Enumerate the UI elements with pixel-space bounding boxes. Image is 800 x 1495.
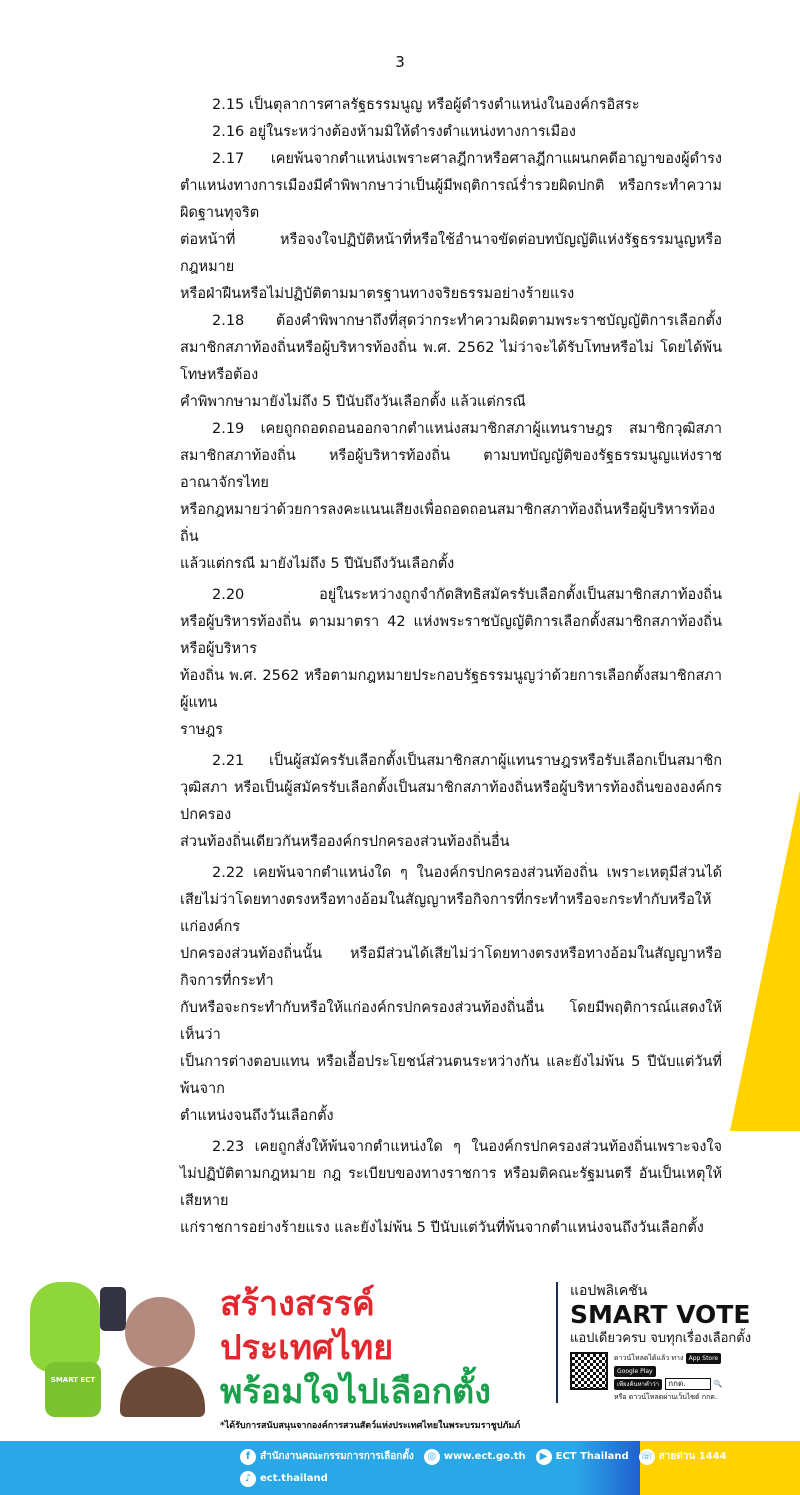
text-line: สมาชิกสภาท้องถิ่น หรือผู้บริหารท้องถิ่น ตามบทบัญญัติของรัฐธรรมนูญแห่งราชอาณาจักรไทย bbox=[180, 448, 722, 491]
campaign-banner bbox=[0, 1282, 800, 1433]
mascot-label: SMART ECT bbox=[45, 1362, 101, 1417]
download-text: ดาวน์โหลดได้แล้ว ทาง bbox=[614, 1354, 684, 1362]
text-line: หรือกฎหมายว่าด้วยการลงคะแนนเสียงเพื่อถอดถอนสมาชิกสภาท้องถิ่นหรือผู้บริหารท้องถิ่น bbox=[180, 502, 716, 545]
footer-tiktok[interactable]: ♪ ect.thailand bbox=[240, 1471, 328, 1487]
footer-website[interactable]: ◎ www.ect.go.th bbox=[424, 1449, 526, 1465]
text-line: 2.19 เคยถูกถอดถอนออกจากตำแหน่งสมาชิกสภาผู้แทนราษฎร สมาชิกวุฒิสภา bbox=[212, 421, 722, 437]
download-section bbox=[570, 1352, 760, 1403]
tiktok-icon: ♪ bbox=[240, 1471, 256, 1487]
page-number: 3 bbox=[395, 53, 405, 71]
text-line: ส่วนท้องถิ่นเดียวกันหรือองค์กรปกครองส่วนท้องถิ่นอื่น bbox=[180, 834, 510, 850]
pedestal-illustration bbox=[120, 1367, 205, 1417]
headline-2: พร้อมใจไปเลือกตั้ง bbox=[220, 1372, 491, 1412]
globe-icon: ◎ bbox=[424, 1449, 440, 1465]
app-label: แอปพลิเคชัน bbox=[570, 1283, 648, 1299]
phone-icon: ☏ bbox=[639, 1449, 655, 1465]
paragraph bbox=[180, 146, 722, 308]
paragraph bbox=[180, 860, 722, 1130]
app-store-badge[interactable]: App Store bbox=[686, 1353, 722, 1364]
text-line: ไม่ปฏิบัติตามกฎหมาย กฎ ระเบียบของทางราชการ หรือมติคณะรัฐมนตรี อันเป็นเหตุให้เสียหาย bbox=[180, 1166, 722, 1209]
headline-block bbox=[220, 1282, 546, 1433]
footer-contacts bbox=[0, 1441, 800, 1495]
headline-1: สร้างสรรค์ประเทศไทย bbox=[220, 1284, 394, 1368]
facebook-icon: f bbox=[240, 1449, 256, 1465]
paragraph bbox=[180, 416, 722, 578]
text-line: 2.21 เป็นผู้สมัครรับเลือกตั้งเป็นสมาชิกสภาผู้แทนราษฎรหรือรับเลือกเป็นสมาชิก bbox=[212, 753, 722, 769]
hippo-illustration bbox=[125, 1297, 195, 1367]
text-line: 2.22 เคยพ้นจากตำแหน่งใด ๆ ในองค์กรปกครองส่วนท้องถิ่น เพราะเหตุมีส่วนได้ bbox=[212, 865, 722, 881]
web-text: หรือ ดาวน์โหลดผ่านเว็บไซต์ กกต. bbox=[614, 1393, 718, 1401]
text-line: 2.16 อยู่ในระหว่างต้องห้ามมิให้ดำรงตำแหน่งทางการเมือง bbox=[212, 124, 576, 140]
footer-hotline[interactable]: ☏ สายด่วน 1444 bbox=[639, 1449, 727, 1465]
text-line: ท้องถิ่น พ.ศ. 2562 หรือตามกฎหมายประกอบรัฐธรรมนูญว่าด้วยการเลือกตั้งสมาชิกสภาผู้แทน bbox=[180, 668, 722, 711]
download-rows bbox=[614, 1352, 760, 1403]
paragraph bbox=[180, 748, 722, 856]
paragraph bbox=[180, 582, 722, 744]
footer-facebook[interactable]: f สำนักงานคณะกรรมการการเลือกตั้ง bbox=[240, 1449, 414, 1465]
qr-code[interactable] bbox=[570, 1352, 608, 1390]
app-promo bbox=[556, 1282, 760, 1403]
text-line: ปกครองส่วนท้องถิ่นนั้น หรือมีส่วนได้เสียไม่ว่าโดยทางตรงหรือทางอ้อมในสัญญาหรือกิจการที่กระทำ bbox=[180, 946, 722, 989]
text-line: คำพิพากษามายังไม่ถึง 5 ปีนับถึงวันเลือกตั้ง แล้วแต่กรณี bbox=[180, 394, 526, 410]
text-line: 2.20 อยู่ในระหว่างถูกจำกัดสิทธิสมัครรับเลือกตั้งเป็นสมาชิกสภาท้องถิ่น bbox=[212, 587, 722, 603]
text-line: วุฒิสภา หรือเป็นผู้สมัครรับเลือกตั้งเป็นสมาชิกสภาท้องถิ่นหรือผู้บริหารท้องถิ่นขององค์กรปกครอง bbox=[180, 780, 722, 823]
text-line: แล้วแต่กรณี มายังไม่ถึง 5 ปีนับถึงวันเลือกตั้ง bbox=[180, 556, 455, 572]
search-box: กกต. bbox=[665, 1378, 711, 1390]
text-line: เสียไม่ว่าโดยทางตรงหรือทางอ้อมในสัญญาหรือกิจการที่กระทำหรือจะกระทำกับหรือให้แก่องค์กร bbox=[180, 892, 712, 935]
text-line: 2.15 เป็นตุลาการศาลรัฐธรรมนูญ หรือผู้ดำรงตำแหน่งในองค์กรอิสระ bbox=[212, 97, 640, 113]
search-row bbox=[614, 1378, 760, 1391]
phone-illustration bbox=[100, 1287, 126, 1331]
yellow-decoration bbox=[730, 790, 800, 1131]
download-row bbox=[614, 1352, 760, 1378]
text-line: กับหรือจะกระทำกับหรือให้แก่องค์กรปกครองส่วนท้องถิ่นอื่น โดยมีพฤติการณ์แสดงให้เห็นว่า bbox=[180, 1000, 722, 1043]
text-line: สมาชิกสภาท้องถิ่นหรือผู้บริหารท้องถิ่น พ.ศ. 2562 ไม่ว่าจะได้รับโทษหรือไม่ โดยได้พ้นโทษหรือต้อง bbox=[180, 340, 722, 383]
text-line: หรือผู้บริหารท้องถิ่น ตามมาตรา 42 แห่งพระราชบัญญัติการเลือกตั้งสมาชิกสภาท้องถิ่นหรือผู้บริหาร bbox=[180, 614, 722, 657]
mascot-illustration bbox=[30, 1282, 100, 1372]
text-line: ราษฎร bbox=[180, 722, 224, 738]
sponsor-note: *ได้รับการสนับสนุนจากองค์การสวนสัตว์แห่งประเทศไทยในพระบรมราชูปภัมภ์ bbox=[220, 1421, 521, 1431]
paragraph bbox=[180, 1134, 722, 1242]
text-line: 2.17 เคยพ้นจากตำแหน่งเพราะศาลฎีกาหรือศาลฎีกาแผนกคดีอาญาของผู้ดำรง bbox=[212, 151, 722, 167]
search-icon: 🔍 bbox=[713, 1380, 723, 1388]
paragraph bbox=[180, 119, 722, 146]
text-line: ต่อหน้าที่ หรือจงใจปฏิบัติหน้าที่หรือใช้อำนาจขัดต่อบทบัญญัติแห่งรัฐธรรมนูญหรือกฎหมาย bbox=[180, 232, 722, 275]
text-line: หรือฝ่าฝืนหรือไม่ปฏิบัติตามมาตรฐานทางจริยธรรมอย่างร้ายแรง bbox=[180, 286, 575, 302]
text-line: ตำแหน่งทางการเมืองมีคำพิพากษาว่าเป็นผู้มีพฤติการณ์ร่ำรวยผิดปกติ หรือกระทำความผิดฐานทุจริต bbox=[180, 178, 722, 221]
text-line: เป็นการต่างตอบแทน หรือเอื้อประโยชน์ส่วนตนระหว่างกัน และยังไม่พ้น 5 ปีนับแต่วันที่พ้นจาก bbox=[180, 1054, 722, 1097]
text-line: แก่ราชการอย่างร้ายแรง และยังไม่พ้น 5 ปีนับแต่วันที่พ้นจากตำแหน่งจนถึงวันเลือกตั้ง bbox=[180, 1220, 704, 1236]
play-icon: ▶ bbox=[536, 1449, 552, 1465]
text-line: ตำแหน่งจนถึงวันเลือกตั้ง bbox=[180, 1108, 334, 1124]
text-line: 2.18 ต้องคำพิพากษาถึงที่สุดว่ากระทำความผิดตามพระราชบัญญัติการเลือกตั้ง bbox=[212, 313, 722, 329]
paragraph bbox=[180, 308, 722, 416]
google-play-badge[interactable]: Google Play bbox=[614, 1366, 656, 1377]
document-body bbox=[180, 92, 722, 1242]
search-text: เพียงค้นหาคำว่า bbox=[614, 1379, 662, 1390]
mascot-artwork bbox=[20, 1282, 210, 1422]
paragraph bbox=[180, 92, 722, 119]
app-tagline: แอปเดียวครบ จบทุกเรื่องเลือกตั้ง bbox=[570, 1331, 752, 1346]
app-name: SMART VOTE bbox=[570, 1300, 751, 1329]
footer-youtube[interactable]: ▶ ECT Thailand bbox=[536, 1449, 629, 1465]
text-line: 2.23 เคยถูกสั่งให้พ้นจากตำแหน่งใด ๆ ในองค์กรปกครองส่วนท้องถิ่นเพราะจงใจ bbox=[212, 1139, 722, 1155]
